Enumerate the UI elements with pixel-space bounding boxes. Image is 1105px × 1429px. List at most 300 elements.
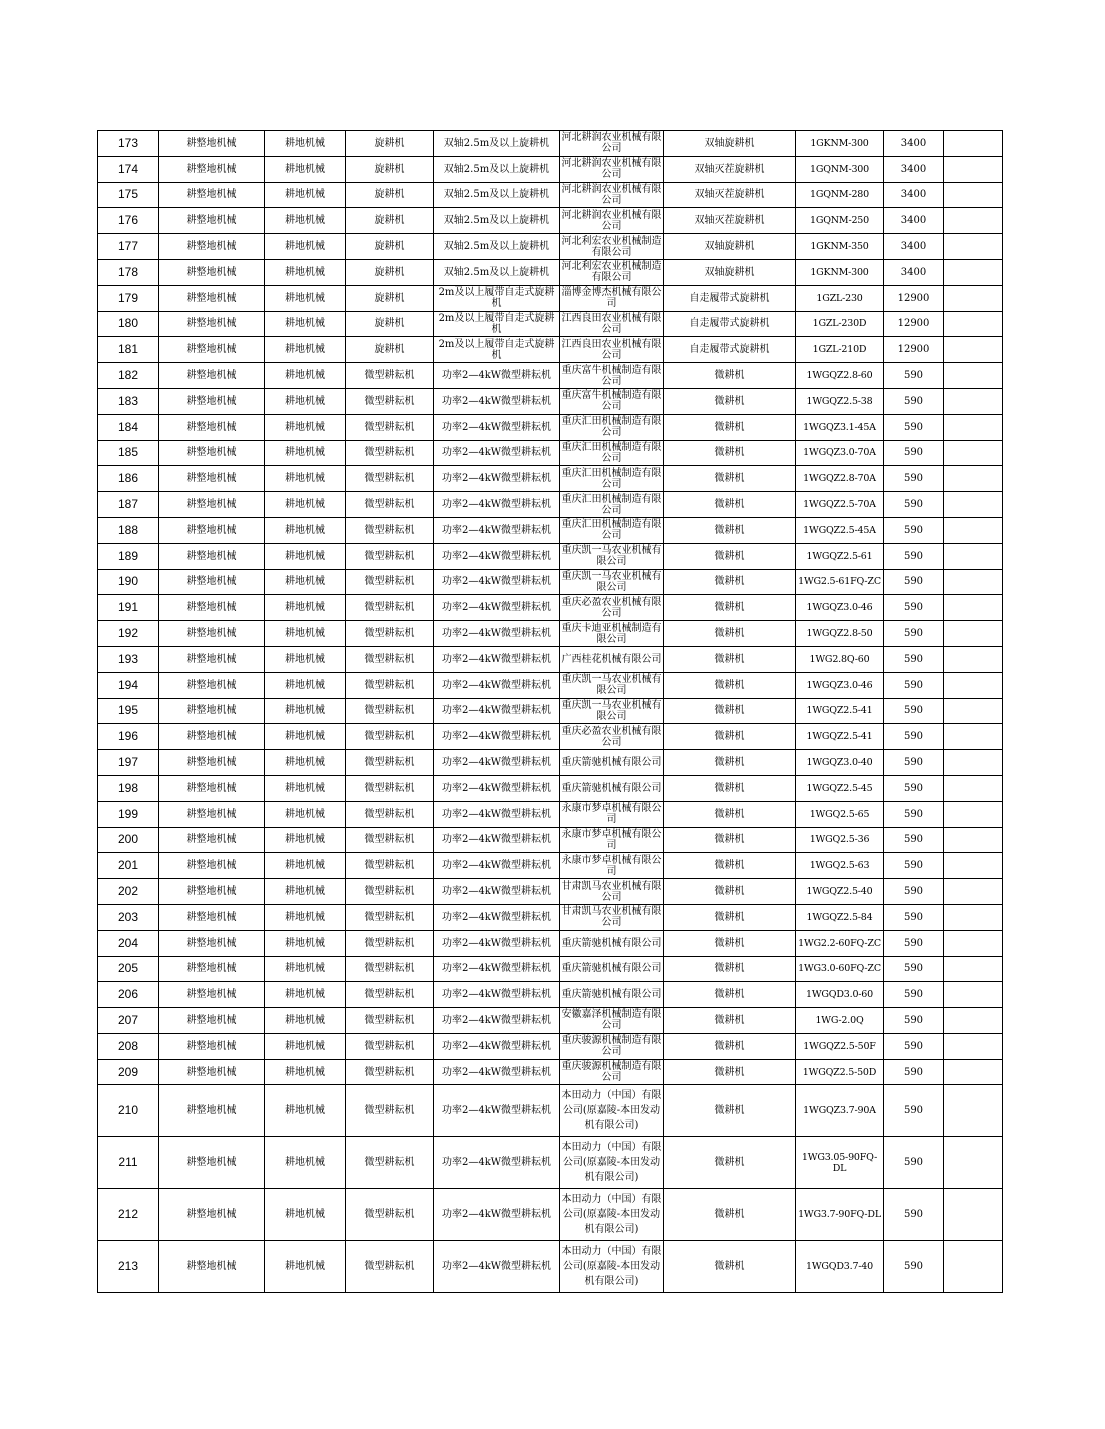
model-cell: 1WGQ2.5-65 <box>796 801 884 827</box>
product-name-cell: 微耕机 <box>664 440 796 466</box>
subcategory-cell: 耕地机械 <box>265 724 346 750</box>
remark-cell <box>944 466 1003 492</box>
subsidy-amount-cell: 12900 <box>884 337 944 363</box>
remark-cell <box>944 543 1003 569</box>
remark-cell <box>944 259 1003 285</box>
subsidy-amount-cell: 590 <box>884 672 944 698</box>
model-cell: 1WGQZ2.5-41 <box>796 724 884 750</box>
model-cell: 1WG3.05-90FQ-DL <box>796 1137 884 1189</box>
category-cell: 耕整地机械 <box>159 414 265 440</box>
manufacturer-cell: 重庆箭驰机械有限公司 <box>560 750 664 776</box>
product-name-cell: 双轴旋耕机 <box>664 131 796 157</box>
model-cell: 1WGQZ3.7-90A <box>796 1085 884 1137</box>
category-cell: 耕整地机械 <box>159 259 265 285</box>
category-cell: 耕整地机械 <box>159 646 265 672</box>
manufacturer-cell: 重庆箭驰机械有限公司 <box>560 775 664 801</box>
item-cell: 微型耕耘机 <box>346 1189 434 1241</box>
subsidy-amount-cell: 590 <box>884 440 944 466</box>
grade-cell: 2m及以上履带自走式旋耕机 <box>434 311 560 337</box>
item-cell: 微型耕耘机 <box>346 1241 434 1293</box>
category-cell: 耕整地机械 <box>159 440 265 466</box>
row-number-cell: 213 <box>98 1241 159 1293</box>
item-cell: 微型耕耘机 <box>346 750 434 776</box>
subsidy-amount-cell: 590 <box>884 646 944 672</box>
table-row <box>98 595 1003 621</box>
grade-cell: 双轴2.5m及以上旋耕机 <box>434 131 560 157</box>
grade-cell: 功率2—4kW微型耕耘机 <box>434 750 560 776</box>
grade-cell: 功率2—4kW微型耕耘机 <box>434 1033 560 1059</box>
table-row <box>98 801 1003 827</box>
item-cell: 微型耕耘机 <box>346 724 434 750</box>
subsidy-amount-cell: 12900 <box>884 285 944 311</box>
item-cell: 微型耕耘机 <box>346 982 434 1008</box>
item-cell: 微型耕耘机 <box>346 517 434 543</box>
item-cell: 微型耕耘机 <box>346 595 434 621</box>
row-number-cell: 191 <box>98 595 159 621</box>
row-number-cell: 184 <box>98 414 159 440</box>
item-cell: 旋耕机 <box>346 131 434 157</box>
model-cell: 1WG2.5-61FQ-ZC <box>796 569 884 595</box>
model-cell: 1WGQZ3.1-45A <box>796 414 884 440</box>
grade-cell: 双轴2.5m及以上旋耕机 <box>434 208 560 234</box>
category-cell: 耕整地机械 <box>159 156 265 182</box>
item-cell: 微型耕耘机 <box>346 414 434 440</box>
manufacturer-cell: 重庆箭驰机械有限公司 <box>560 956 664 982</box>
grade-cell: 功率2—4kW微型耕耘机 <box>434 724 560 750</box>
product-name-cell: 微耕机 <box>664 904 796 930</box>
manufacturer-cell: 甘肃凯马农业机械有限公司 <box>561 880 662 903</box>
product-name-cell: 微耕机 <box>664 517 796 543</box>
manufacturer-cell: 广西桂花机械有限公司 <box>560 646 664 672</box>
item-cell: 旋耕机 <box>346 285 434 311</box>
subsidy-amount-cell: 590 <box>884 1085 944 1137</box>
remark-cell <box>944 1241 1003 1293</box>
remark-cell <box>944 853 1003 879</box>
model-cell: 1WGQZ2.5-61 <box>796 543 884 569</box>
subsidy-amount-cell: 590 <box>884 724 944 750</box>
table-row <box>98 827 1003 853</box>
table-row <box>98 904 1003 930</box>
category-cell: 耕整地机械 <box>159 621 265 647</box>
grade-cell: 功率2—4kW微型耕耘机 <box>434 930 560 956</box>
manufacturer-cell: 重庆凯一马农业机械有限公司 <box>561 674 662 697</box>
category-cell: 耕整地机械 <box>159 1085 265 1137</box>
grade-cell: 功率2—4kW微型耕耘机 <box>434 879 560 905</box>
subcategory-cell: 耕地机械 <box>265 904 346 930</box>
subcategory-cell: 耕地机械 <box>265 388 346 414</box>
category-cell: 耕整地机械 <box>159 1059 265 1085</box>
table-row <box>98 208 1003 234</box>
product-name-cell: 微耕机 <box>664 414 796 440</box>
row-number-cell: 195 <box>98 698 159 724</box>
manufacturer-cell: 重庆凯一马农业机械有限公司 <box>561 545 662 568</box>
remark-cell <box>944 879 1003 905</box>
grade-cell: 功率2—4kW微型耕耘机 <box>434 363 560 389</box>
remark-cell <box>944 1033 1003 1059</box>
subsidy-amount-cell: 3400 <box>884 234 944 260</box>
row-number-cell: 202 <box>98 879 159 905</box>
manufacturer-cell: 重庆必盈农业机械有限公司 <box>561 725 662 748</box>
row-number-cell: 204 <box>98 930 159 956</box>
manufacturer-cell: 重庆汇田机械制造有限公司 <box>561 441 662 464</box>
manufacturer-cell: 本田动力（中国）有限公司(原嘉陵-本田发动机有限公司) <box>560 1085 664 1137</box>
manufacturer-cell: 重庆卡迪亚机械制造有限公司 <box>561 622 662 645</box>
table-row <box>98 1137 1003 1189</box>
category-cell: 耕整地机械 <box>159 1189 265 1241</box>
product-name-cell: 微耕机 <box>664 930 796 956</box>
manufacturer-cell: 永康市梦卓机械有限公司 <box>561 803 662 826</box>
item-cell: 微型耕耘机 <box>346 698 434 724</box>
remark-cell <box>944 801 1003 827</box>
model-cell: 1GQNM-280 <box>796 182 884 208</box>
category-cell: 耕整地机械 <box>159 311 265 337</box>
subsidy-amount-cell: 3400 <box>884 259 944 285</box>
item-cell: 微型耕耘机 <box>346 801 434 827</box>
row-number-cell: 206 <box>98 982 159 1008</box>
row-number-cell: 200 <box>98 827 159 853</box>
subcategory-cell: 耕地机械 <box>265 1189 346 1241</box>
item-cell: 微型耕耘机 <box>346 1008 434 1034</box>
subsidy-amount-cell: 590 <box>884 1008 944 1034</box>
subsidy-amount-cell: 590 <box>884 388 944 414</box>
subsidy-amount-cell: 590 <box>884 853 944 879</box>
grade-cell: 功率2—4kW微型耕耘机 <box>434 595 560 621</box>
subcategory-cell: 耕地机械 <box>265 956 346 982</box>
product-name-cell: 微耕机 <box>664 956 796 982</box>
manufacturer-cell: 本田动力（中国）有限公司(原嘉陵-本田发动机有限公司) <box>560 1241 664 1293</box>
category-cell: 耕整地机械 <box>159 1033 265 1059</box>
subsidy-amount-cell: 590 <box>884 1241 944 1293</box>
remark-cell <box>944 724 1003 750</box>
table-row <box>98 285 1003 311</box>
table-row <box>98 698 1003 724</box>
model-cell: 1WGQZ2.5-84 <box>796 904 884 930</box>
subcategory-cell: 耕地机械 <box>265 543 346 569</box>
manufacturer-cell: 重庆富牛机械制造有限公司 <box>561 390 662 413</box>
product-name-cell: 自走履带式旋耕机 <box>664 285 796 311</box>
subcategory-cell: 耕地机械 <box>265 492 346 518</box>
row-number-cell: 210 <box>98 1085 159 1137</box>
category-cell: 耕整地机械 <box>159 1241 265 1293</box>
grade-cell: 双轴2.5m及以上旋耕机 <box>434 182 560 208</box>
table-row <box>98 543 1003 569</box>
product-name-cell: 微耕机 <box>664 1008 796 1034</box>
table-row <box>98 750 1003 776</box>
item-cell: 微型耕耘机 <box>346 363 434 389</box>
manufacturer-cell: 河北利宏农业机械制造有限公司 <box>561 261 662 284</box>
category-cell: 耕整地机械 <box>159 672 265 698</box>
model-cell: 1WGQZ3.0-46 <box>796 595 884 621</box>
category-cell: 耕整地机械 <box>159 337 265 363</box>
product-name-cell: 双轴灭茬旋耕机 <box>664 182 796 208</box>
row-number-cell: 182 <box>98 363 159 389</box>
row-number-cell: 198 <box>98 775 159 801</box>
category-cell: 耕整地机械 <box>159 724 265 750</box>
grade-cell: 功率2—4kW微型耕耘机 <box>434 1189 560 1241</box>
product-name-cell: 微耕机 <box>664 569 796 595</box>
remark-cell <box>944 363 1003 389</box>
subcategory-cell: 耕地机械 <box>265 414 346 440</box>
subcategory-cell: 耕地机械 <box>265 569 346 595</box>
table-row <box>98 775 1003 801</box>
row-number-cell: 203 <box>98 904 159 930</box>
remark-cell <box>944 569 1003 595</box>
item-cell: 旋耕机 <box>346 156 434 182</box>
model-cell: 1GQNM-300 <box>796 156 884 182</box>
item-cell: 微型耕耘机 <box>346 853 434 879</box>
category-cell: 耕整地机械 <box>159 466 265 492</box>
remark-cell <box>944 956 1003 982</box>
subsidy-amount-cell: 590 <box>884 904 944 930</box>
subcategory-cell: 耕地机械 <box>265 750 346 776</box>
category-cell: 耕整地机械 <box>159 234 265 260</box>
category-cell: 耕整地机械 <box>159 492 265 518</box>
subcategory-cell: 耕地机械 <box>265 517 346 543</box>
manufacturer-cell: 重庆骏源机械制造有限公司 <box>561 1035 662 1058</box>
manufacturer-cell: 河北耕润农业机械有限公司 <box>561 209 662 232</box>
table-row <box>98 956 1003 982</box>
subsidy-amount-cell: 590 <box>884 1137 944 1189</box>
category-cell: 耕整地机械 <box>159 517 265 543</box>
table-row <box>98 621 1003 647</box>
product-name-cell: 微耕机 <box>664 646 796 672</box>
subsidy-amount-cell: 590 <box>884 1033 944 1059</box>
grade-cell: 功率2—4kW微型耕耘机 <box>434 440 560 466</box>
model-cell: 1GZL-230D <box>796 311 884 337</box>
subsidy-amount-cell: 590 <box>884 1189 944 1241</box>
row-number-cell: 187 <box>98 492 159 518</box>
item-cell: 微型耕耘机 <box>346 904 434 930</box>
subsidy-amount-cell: 590 <box>884 492 944 518</box>
item-cell: 微型耕耘机 <box>346 543 434 569</box>
product-name-cell: 微耕机 <box>664 621 796 647</box>
subsidy-amount-cell: 590 <box>884 750 944 776</box>
grade-cell: 功率2—4kW微型耕耘机 <box>434 543 560 569</box>
subcategory-cell: 耕地机械 <box>265 1137 346 1189</box>
category-cell: 耕整地机械 <box>159 956 265 982</box>
subcategory-cell: 耕地机械 <box>265 621 346 647</box>
subcategory-cell: 耕地机械 <box>265 182 346 208</box>
manufacturer-cell: 重庆凯一马农业机械有限公司 <box>561 699 662 722</box>
item-cell: 微型耕耘机 <box>346 440 434 466</box>
manufacturer-cell: 重庆汇田机械制造有限公司 <box>561 416 662 439</box>
manufacturer-cell: 永康市梦卓机械有限公司 <box>561 828 662 851</box>
item-cell: 微型耕耘机 <box>346 621 434 647</box>
product-name-cell: 微耕机 <box>664 1085 796 1137</box>
product-name-cell: 微耕机 <box>664 1137 796 1189</box>
table-row <box>98 440 1003 466</box>
row-number-cell: 199 <box>98 801 159 827</box>
item-cell: 微型耕耘机 <box>346 930 434 956</box>
category-cell: 耕整地机械 <box>159 853 265 879</box>
item-cell: 旋耕机 <box>346 311 434 337</box>
remark-cell <box>944 1059 1003 1085</box>
row-number-cell: 186 <box>98 466 159 492</box>
product-name-cell: 自走履带式旋耕机 <box>664 311 796 337</box>
subsidy-amount-cell: 3400 <box>884 156 944 182</box>
manufacturer-cell: 重庆富牛机械制造有限公司 <box>561 364 662 387</box>
item-cell: 微型耕耘机 <box>346 1137 434 1189</box>
grade-cell: 功率2—4kW微型耕耘机 <box>434 388 560 414</box>
remark-cell <box>944 930 1003 956</box>
row-number-cell: 211 <box>98 1137 159 1189</box>
table-row <box>98 1085 1003 1137</box>
row-number-cell: 181 <box>98 337 159 363</box>
grade-cell: 功率2—4kW微型耕耘机 <box>434 1059 560 1085</box>
table-row <box>98 517 1003 543</box>
manufacturer-cell: 江西良田农业机械有限公司 <box>561 338 662 361</box>
grade-cell: 双轴2.5m及以上旋耕机 <box>434 156 560 182</box>
category-cell: 耕整地机械 <box>159 698 265 724</box>
product-name-cell: 微耕机 <box>664 543 796 569</box>
subsidy-amount-cell: 590 <box>884 466 944 492</box>
table-row <box>98 182 1003 208</box>
product-name-cell: 微耕机 <box>664 698 796 724</box>
subsidy-amount-cell: 590 <box>884 775 944 801</box>
table-row <box>98 311 1003 337</box>
row-number-cell: 201 <box>98 853 159 879</box>
subcategory-cell: 耕地机械 <box>265 466 346 492</box>
product-name-cell: 微耕机 <box>664 750 796 776</box>
subcategory-cell: 耕地机械 <box>265 879 346 905</box>
grade-cell: 功率2—4kW微型耕耘机 <box>434 414 560 440</box>
subsidy-amount-cell: 590 <box>884 930 944 956</box>
product-name-cell: 双轴灭茬旋耕机 <box>664 156 796 182</box>
row-number-cell: 189 <box>98 543 159 569</box>
model-cell: 1WGQZ2.8-60 <box>796 363 884 389</box>
row-number-cell: 208 <box>98 1033 159 1059</box>
grade-cell: 功率2—4kW微型耕耘机 <box>434 621 560 647</box>
subcategory-cell: 耕地机械 <box>265 646 346 672</box>
remark-cell <box>944 414 1003 440</box>
category-cell: 耕整地机械 <box>159 543 265 569</box>
manufacturer-cell: 重庆汇田机械制造有限公司 <box>561 493 662 516</box>
model-cell: 1GKNM-350 <box>796 234 884 260</box>
table-row <box>98 1241 1003 1293</box>
model-cell: 1WG3.7-90FQ-DL <box>796 1189 884 1241</box>
manufacturer-cell: 重庆汇田机械制造有限公司 <box>561 467 662 490</box>
subsidy-amount-cell: 3400 <box>884 131 944 157</box>
category-cell: 耕整地机械 <box>159 131 265 157</box>
remark-cell <box>944 1085 1003 1137</box>
category-cell: 耕整地机械 <box>159 982 265 1008</box>
remark-cell <box>944 440 1003 466</box>
category-cell: 耕整地机械 <box>159 930 265 956</box>
manufacturer-cell: 重庆骏源机械制造有限公司 <box>561 1061 662 1084</box>
grade-cell: 双轴2.5m及以上旋耕机 <box>434 259 560 285</box>
model-cell: 1WGQD3.7-40 <box>796 1241 884 1293</box>
item-cell: 微型耕耘机 <box>346 775 434 801</box>
table-row <box>98 1033 1003 1059</box>
product-name-cell: 双轴灭茬旋耕机 <box>664 208 796 234</box>
manufacturer-cell: 永康市梦卓机械有限公司 <box>561 854 662 877</box>
grade-cell: 功率2—4kW微型耕耘机 <box>434 646 560 672</box>
subsidy-amount-cell: 590 <box>884 801 944 827</box>
row-number-cell: 176 <box>98 208 159 234</box>
model-cell: 1WGQZ2.8-70A <box>796 466 884 492</box>
remark-cell <box>944 337 1003 363</box>
row-number-cell: 207 <box>98 1008 159 1034</box>
product-name-cell: 微耕机 <box>664 982 796 1008</box>
remark-cell <box>944 1189 1003 1241</box>
table-row <box>98 672 1003 698</box>
model-cell: 1WG2.8Q-60 <box>796 646 884 672</box>
row-number-cell: 212 <box>98 1189 159 1241</box>
model-cell: 1WGQZ2.8-50 <box>796 621 884 647</box>
manufacturer-cell: 河北利宏农业机械制造有限公司 <box>561 235 662 258</box>
item-cell: 微型耕耘机 <box>346 569 434 595</box>
manufacturer-cell: 河北耕润农业机械有限公司 <box>561 183 662 206</box>
manufacturer-cell: 重庆必盈农业机械有限公司 <box>561 596 662 619</box>
grade-cell: 2m及以上履带自走式旋耕机 <box>434 337 560 363</box>
subcategory-cell: 耕地机械 <box>265 1059 346 1085</box>
table-row <box>98 1059 1003 1085</box>
model-cell: 1WGQZ2.5-50D <box>796 1059 884 1085</box>
category-cell: 耕整地机械 <box>159 595 265 621</box>
model-cell: 1GKNM-300 <box>796 259 884 285</box>
model-cell: 1WGQZ2.5-41 <box>796 698 884 724</box>
model-cell: 1WGQZ3.0-46 <box>796 672 884 698</box>
manufacturer-cell: 甘肃凯马农业机械有限公司 <box>561 906 662 929</box>
item-cell: 旋耕机 <box>346 208 434 234</box>
subsidy-amount-cell: 590 <box>884 621 944 647</box>
model-cell: 1WGQZ3.0-40 <box>796 750 884 776</box>
grade-cell: 双轴2.5m及以上旋耕机 <box>434 234 560 260</box>
model-cell: 1GZL-210D <box>796 337 884 363</box>
grade-cell: 功率2—4kW微型耕耘机 <box>434 904 560 930</box>
table-row <box>98 930 1003 956</box>
remark-cell <box>944 595 1003 621</box>
product-name-cell: 微耕机 <box>664 879 796 905</box>
grade-cell: 功率2—4kW微型耕耘机 <box>434 569 560 595</box>
subsidy-amount-cell: 590 <box>884 414 944 440</box>
subsidy-amount-cell: 590 <box>884 363 944 389</box>
subcategory-cell: 耕地机械 <box>265 595 346 621</box>
product-name-cell: 双轴旋耕机 <box>664 259 796 285</box>
category-cell: 耕整地机械 <box>159 388 265 414</box>
model-cell: 1WG-2.0Q <box>796 1008 884 1034</box>
category-cell: 耕整地机械 <box>159 904 265 930</box>
item-cell: 微型耕耘机 <box>346 956 434 982</box>
grade-cell: 功率2—4kW微型耕耘机 <box>434 1085 560 1137</box>
product-name-cell: 微耕机 <box>664 492 796 518</box>
item-cell: 微型耕耘机 <box>346 1033 434 1059</box>
row-number-cell: 192 <box>98 621 159 647</box>
table-row <box>98 853 1003 879</box>
subsidy-amount-cell: 590 <box>884 1059 944 1085</box>
category-cell: 耕整地机械 <box>159 827 265 853</box>
product-name-cell: 微耕机 <box>664 724 796 750</box>
subsidy-amount-cell: 590 <box>884 827 944 853</box>
table-row <box>98 234 1003 260</box>
grade-cell: 功率2—4kW微型耕耘机 <box>434 1008 560 1034</box>
model-cell: 1WGQZ3.0-70A <box>796 440 884 466</box>
subsidy-amount-cell: 12900 <box>884 311 944 337</box>
manufacturer-cell: 江西良田农业机械有限公司 <box>561 312 662 335</box>
manufacturer-cell: 重庆凯一马农业机械有限公司 <box>561 570 662 593</box>
remark-cell <box>944 904 1003 930</box>
subcategory-cell: 耕地机械 <box>265 259 346 285</box>
product-name-cell: 微耕机 <box>664 1033 796 1059</box>
model-cell: 1WGQZ2.5-70A <box>796 492 884 518</box>
subsidy-amount-cell: 590 <box>884 569 944 595</box>
subsidy-amount-cell: 590 <box>884 956 944 982</box>
grade-cell: 功率2—4kW微型耕耘机 <box>434 1137 560 1189</box>
item-cell: 微型耕耘机 <box>346 827 434 853</box>
row-number-cell: 209 <box>98 1059 159 1085</box>
subcategory-cell: 耕地机械 <box>265 698 346 724</box>
product-name-cell: 微耕机 <box>664 827 796 853</box>
